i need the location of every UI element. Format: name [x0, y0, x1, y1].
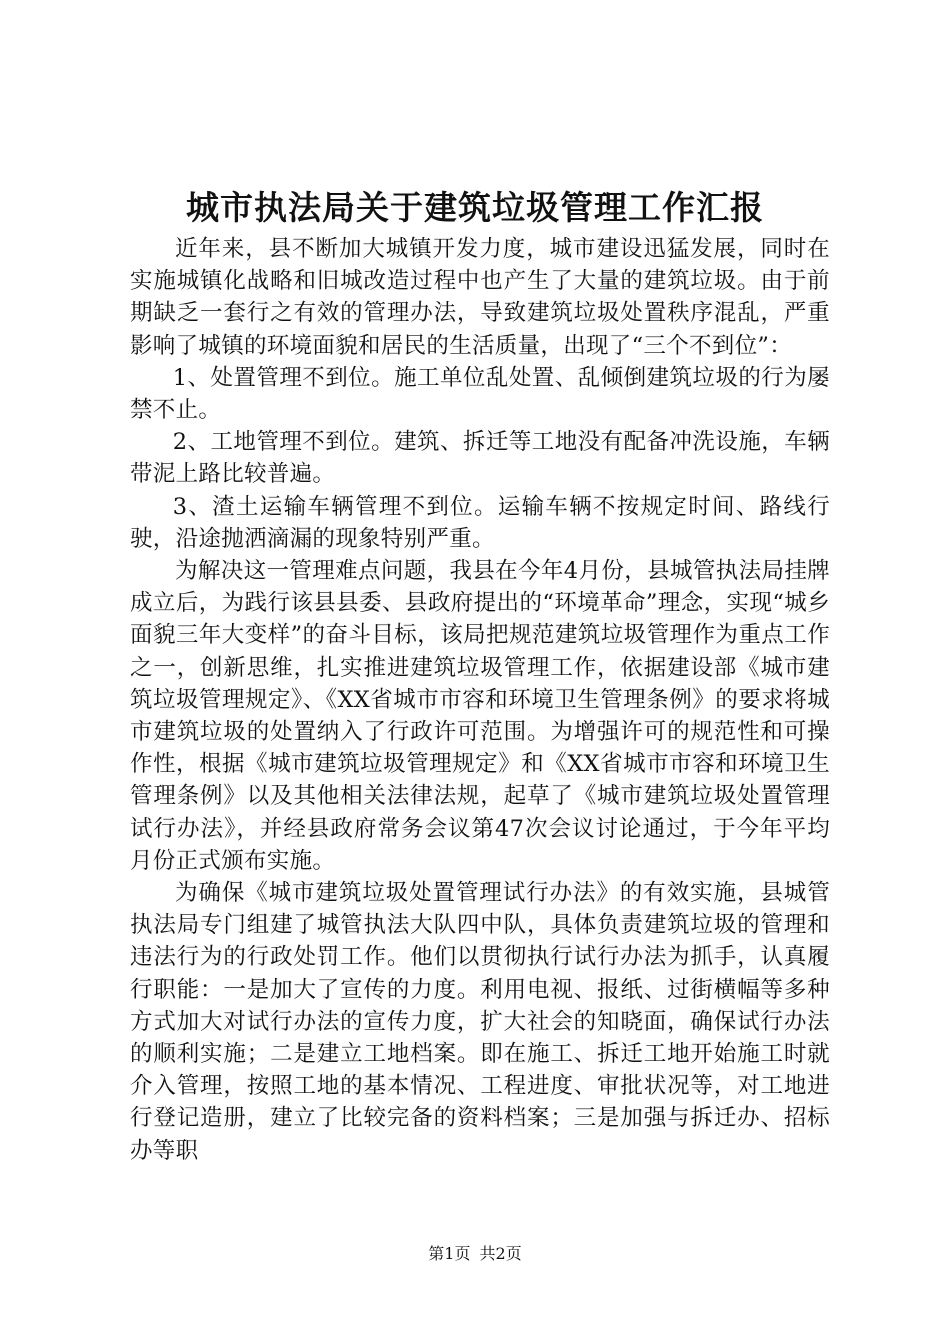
document-title: 城市执法局关于建筑垃圾管理工作汇报 — [186, 188, 764, 227]
page-total: 共2页 — [479, 1244, 522, 1263]
paragraph-measures: 为解决这一管理难点问题，我县在今年4月份，县城管执法局挂牌成立后，为践行该县县委、县政府提出的“环境革命”理念，实现“城乡面貌三年大变样”的奋斗目标，该局把规范建筑垃圾管理作为重点工作之一，创新思维，扎实推进建筑垃圾管理工作，依据建设部《城市建筑垃圾管理规定》、《XX省城市市容和环境卫生管理条例》的要求将城市建筑垃圾的处置纳入了行政许可范围。为增强许可的规范性和可操作性，根据《城市建筑垃圾管理规定》和《XX省城市市容和环境卫生管理条例》以及其他相关法律法规，起草了《城市建筑垃圾处置管理试行办法》，并经县政府常务会议第47次会议讨论通过，于今年平均月份正式颁布实施。 — [130, 558, 830, 874]
paragraph-implementation: 为确保《城市建筑垃圾处置管理试行办法》的有效实施，县城管执法局专门组建了城管执法大队四中队，具体负责建筑垃圾的管理和违法行为的行政处罚工作。他们以贯彻执行试行办法为抓手，认真履行职能：一是加大了宣传的力度。利用电视、报纸、过街横幅等多种方式加大对试行办法的宣传力度，扩大社会的知晓面，确保试行办法的顺利实施；二是建立工地档案。即在施工、拆迁工地开始施工时就介入管理，按照工地的基本情况、工程进度、审批状况等，对工地进行登记造册，建立了比较完备的资料档案；三是加强与拆迁办、招标办等职 — [130, 880, 830, 1164]
paragraph-point-2: 2、工地管理不到位。建筑、拆迁等工地没有配备冲洗设施，车辆带泥上路比较普遍。 — [130, 429, 830, 488]
page-number: 第1页 — [428, 1244, 471, 1263]
paragraph-intro: 近年来，县不断加大城镇开发力度，城市建设迅猛发展，同时在实施城镇化战略和旧城改造过程中也产生了大量的建筑垃圾。由于前期缺乏一套行之有效的管理办法，导致建筑垃圾处置秩序混乱，严重影响了城镇的环境面貌和居民的生活质量，出现了“三个不到位”： — [130, 236, 830, 359]
paragraph-point-3: 3、渣土运输车辆管理不到位。运输车辆不按规定时间、路线行驶，沿途抛洒滴漏的现象特别严重。 — [130, 493, 830, 552]
document-body — [130, 233, 830, 1167]
page-footer — [0, 1243, 950, 1265]
paragraph-point-1: 1、处置管理不到位。施工单位乱处置、乱倾倒建筑垃圾的行为屡禁不止。 — [130, 364, 830, 424]
